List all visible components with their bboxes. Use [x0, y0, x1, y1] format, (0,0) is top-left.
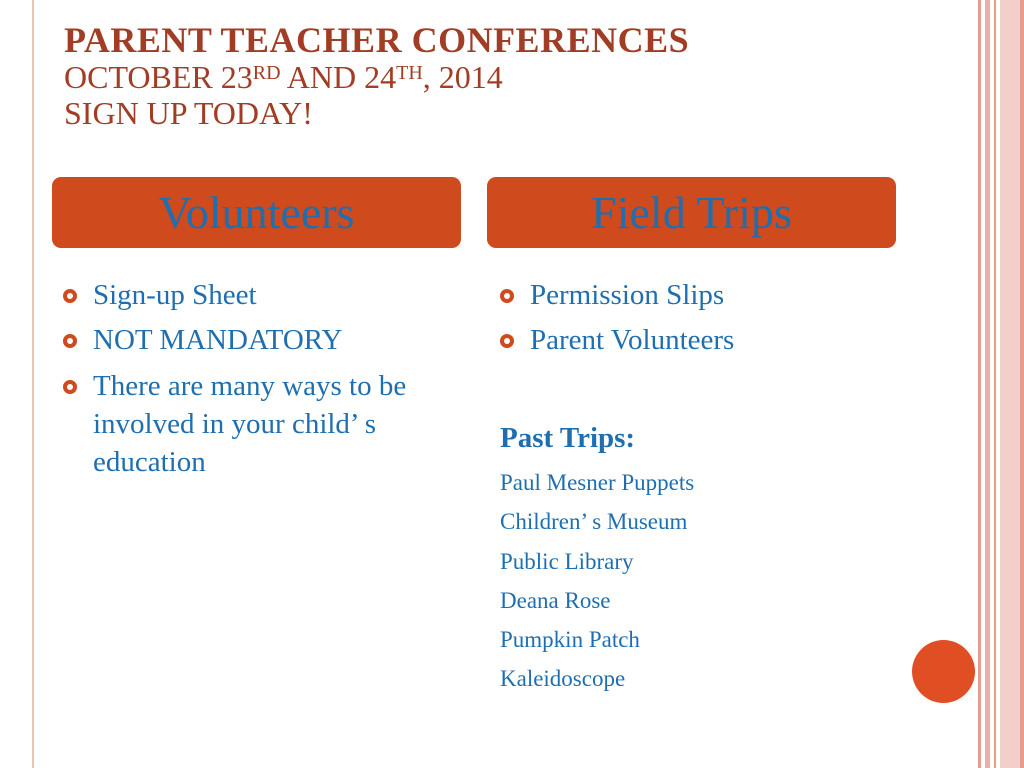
past-trips-heading: Past Trips:	[500, 422, 636, 454]
decorative-stripe	[1000, 0, 1020, 768]
title-date-part: , 2014	[422, 59, 503, 96]
past-trips-section	[500, 422, 694, 699]
volunteers-heading: Volunteers	[52, 177, 461, 248]
past-trip-item: Kaleidoscope	[500, 666, 626, 692]
past-trip-item: Pumpkin Patch	[500, 627, 640, 653]
title-line-1: PARENT TEACHER CONFERENCES	[64, 20, 690, 60]
title-line-2	[64, 60, 689, 96]
title-superscript: RD	[252, 62, 281, 85]
list-item-text: Sign-up Sheet	[93, 279, 257, 311]
list-item	[63, 367, 453, 482]
title-superscript: TH	[396, 62, 423, 85]
past-trips-list	[500, 463, 694, 699]
volunteers-list	[63, 276, 453, 488]
field-trips-list	[500, 276, 900, 367]
decorative-stripe	[1020, 0, 1024, 768]
list-item-text: NOT MANDATORY	[93, 324, 343, 357]
decorative-stripe	[994, 0, 996, 768]
decorative-stripe	[978, 0, 981, 768]
title-date-part: OCTOBER 23	[64, 59, 253, 96]
frame-line-left	[32, 0, 34, 768]
title-date-part: AND 24	[280, 59, 397, 96]
list-item	[63, 276, 453, 314]
bullet-circle-icon	[500, 334, 514, 348]
decorative-stripe	[985, 0, 990, 768]
past-trip-item: Deana Rose	[500, 587, 611, 613]
bullet-circle-icon	[63, 289, 77, 303]
bullet-circle-icon	[63, 380, 77, 394]
bullet-circle-icon	[63, 334, 77, 348]
decorative-circle	[912, 640, 975, 703]
bullet-circle-icon	[500, 289, 514, 303]
past-trip-item: Children’ s Museum	[500, 509, 688, 535]
field-trips-heading: Field Trips	[487, 177, 896, 248]
list-item	[63, 321, 453, 359]
title-line-3: SIGN UP TODAY!	[64, 95, 313, 132]
list-item-text: There are many ways to be involved in your child’ s education	[93, 369, 407, 479]
list-item-text: Parent Volunteers	[530, 324, 735, 357]
list-item-text: Permission Slips	[530, 279, 725, 311]
list-item	[500, 321, 900, 359]
past-trip-item: Public Library	[500, 548, 634, 574]
slide-title	[64, 20, 689, 132]
past-trip-item: Paul Mesner Puppets	[500, 470, 695, 495]
list-item	[500, 276, 900, 314]
